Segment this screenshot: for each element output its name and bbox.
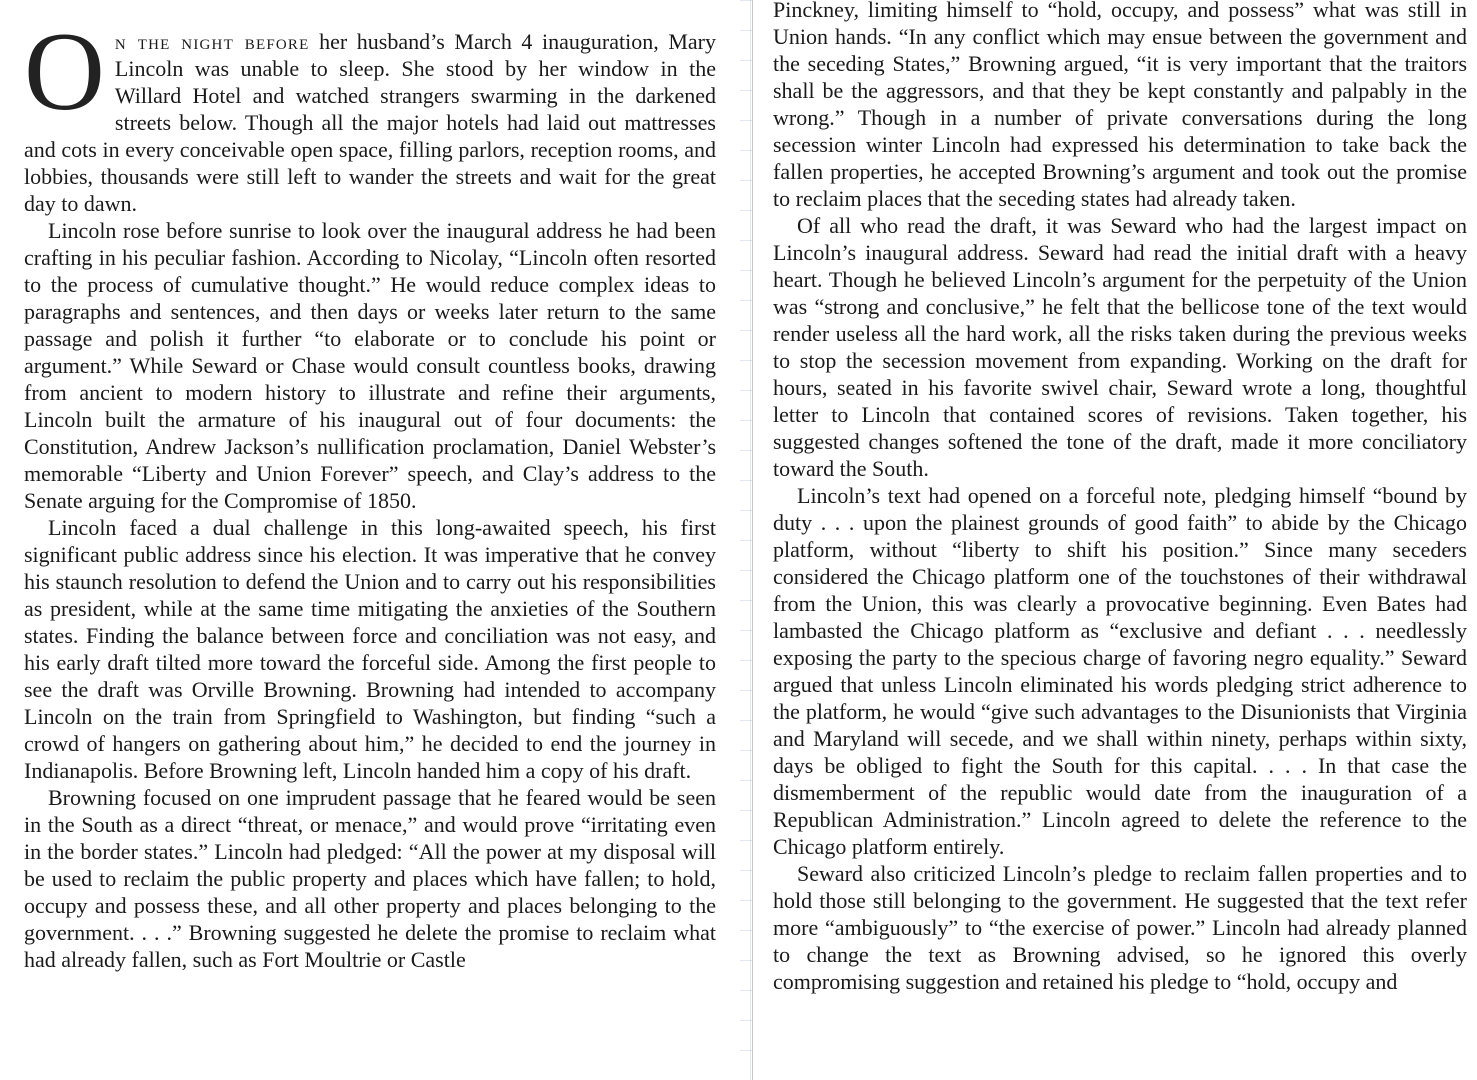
opening-paragraph-text: her husband’s March 4 inauguration, Mary Lincoln was unable to sleep. She stood by her window in the Willard Hotel and watched strangers swarming in the darkened streets below. Though all the major hotels had laid out mattresses and cots in every conceivable open space, filling parlors, reception rooms, and lobbies, thousands were still left to wander the streets and wait for the great day to dawn. [24,29,716,216]
right-paragraph-1: Of all who read the draft, it was Seward who had the largest impact on Lincoln’s inaugural address. Seward had read the initial draft with a heavy heart. Though he believed Lincoln’s argument for the perpetuity of the Union was “strong and conclusive,” he felt that the bellicose tone of the text would render useless all the hard work, all the risks taken during the previous weeks to stop the secession movement from expanding. Working on the draft for hours, seated in his favorite swivel chair, Seward wrote a long, thoughtful letter to Lincoln that contained scores of revisions. Taken together, his suggested changes softened the tone of the draft, made it more conciliatory toward the South. [773,213,1467,481]
left-paragraph-3: Browning focused on one imprudent passage that he feared would be seen in the South as a direct “threat, or menace,” and would prove “irritating even in the border states.” Lincoln had pledged: “All the power at my disposal will be used to reclaim the public property and places which have fallen; to hold, occupy and possess these, and all other property and places belonging to the government. . . .” Browning suggested he delete the promise to reclaim what had already fallen, such as Fort Moultrie or Castle [24,785,716,972]
right-paragraph-3: Seward also criticized Lincoln’s pledge to reclaim fallen properties and to hold those still belonging to the government. He suggested that the text refer more “ambiguously” to “the exercise of power.” Lincoln had already planned to change the text as Browning advised, so he ignored this overly compromising suggestion and retained his pledge to “hold, occupy and [773,861,1467,994]
right-column-text [773,0,1467,995]
right-page-column [752,0,1477,1080]
opening-paragraph [24,10,716,217]
left-paragraph-1: Lincoln rose before sunrise to look over the inaugural address he had been crafting in his peculiar fashion. According to Nicolay, “Lincoln often resorted to the process of cumulative thought.” He would reduce complex ideas to paragraphs and sentences, and then days or weeks later return to the same passage and polish it further “to elaborate or to conclude his point or argument.” While Seward or Chase would consult countless books, drawing from ancient to modern history to illustrate and refine their arguments, Lincoln built the armature of his inaugural out of four documents: the Constitution, Andrew Jackson’s nullification proclamation, Daniel Webster’s memorable “Liberty and Union Forever” speech, and Clay’s address to the Senate arguing for the Compromise of 1850. [24,218,716,513]
opening-small-caps: n the night before [114,29,310,54]
drop-cap: O [24,10,105,134]
left-paragraph-2: Lincoln faced a dual challenge in this long-awaited speech, his first significant public address since his election. It was imperative that he convey his staunch resolution to defend the Union and to carry out his responsibilities as president, while at the same time mitigating the anxieties of the Southern states. Finding the balance between force and conciliation was not easy, and his early draft tilted more toward the forceful side. Among the first people to see the draft was Orville Browning. Browning had intended to accompany Lincoln on the train from Springfield to Washington, but finding “such a crowd of hangers on gathering about him,” he decided to end the journey in Indianapolis. Before Browning left, Lincoln handed him a copy of his draft. [24,515,716,783]
right-continuation-paragraph: Pinckney, limiting himself to “hold, occupy, and possess” what was still in Union hands. “In any conflict which may ensue between the government and the seceding States,” Browning argued, “it is very important that the traitors shall be the aggressors, and that they be kept constantly and palpably in the wrong.” Though in a number of private conversations during the long secession winter Lincoln had expressed his determination to take back the fallen properties, he accepted Browning’s argument and took out the promise to reclaim places that the seceding states had already taken. [773,0,1467,211]
right-paragraph-2: Lincoln’s text had opened on a forceful note, pledging himself “bound by duty . . . upon the plainest grounds of good faith” to abide by the Chicago platform, without “liberty to shift his position.” Since many seceders considered the Chicago platform one of the touchstones of their withdrawal from the Union, this was clearly a provocative beginning. Even Bates had lambasted the Chicago platform as “exclusive and defiant . . . needlessly exposing the party to the specious charge of favoring negro equality.” Seward argued that unless Lincoln eliminated his words pledging strict adherence to the platform, he would “give such advantages to the Disunionists that Virginia and Maryland will secede, and we shall within ninety, perhaps within sixty, days be obliged to fight the South for this capital. . . . In that case the dismemberment of the republic would date from the inauguration of a Republican Administration.” Lincoln agreed to delete the reference to the Chicago platform entirely. [773,483,1467,859]
left-column-text [24,10,716,973]
